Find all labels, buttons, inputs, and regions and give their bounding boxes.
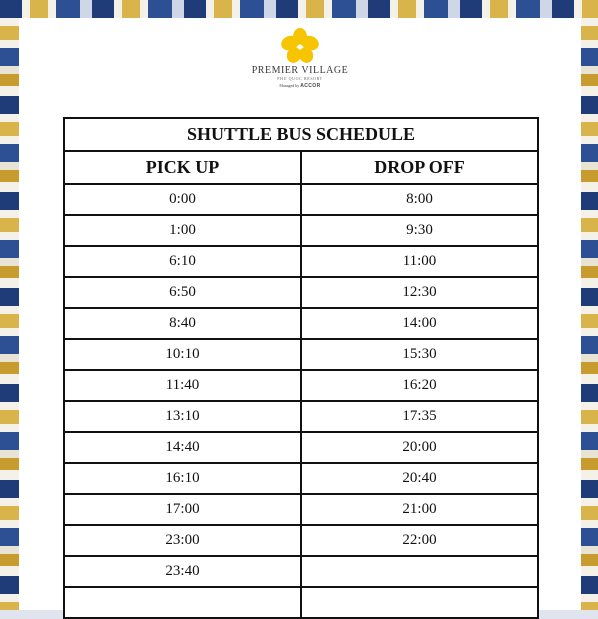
decorative-border-top — [0, 0, 598, 18]
table-row — [64, 308, 538, 339]
dropoff-time-cell — [301, 587, 538, 618]
pickup-time-cell: 1:00 — [64, 215, 301, 246]
table-row — [64, 401, 538, 432]
table-row — [64, 277, 538, 308]
column-header-dropoff: DROP OFF — [301, 151, 538, 184]
table-row — [64, 184, 538, 215]
dropoff-time-cell: 17:35 — [301, 401, 538, 432]
dropoff-time-cell: 14:00 — [301, 308, 538, 339]
table-row — [64, 556, 538, 587]
pickup-time-cell: 17:00 — [64, 494, 301, 525]
dropoff-time-cell: 16:20 — [301, 370, 538, 401]
table-header-row — [64, 151, 538, 184]
document-page — [19, 18, 581, 610]
table-title-row — [64, 118, 538, 151]
table-row — [64, 215, 538, 246]
resort-logo — [19, 28, 581, 90]
pickup-time-cell: 11:40 — [64, 370, 301, 401]
pickup-time-cell — [64, 587, 301, 618]
dropoff-time-cell: 9:30 — [301, 215, 538, 246]
column-header-pickup: PICK UP — [64, 151, 301, 184]
pickup-time-cell: 6:50 — [64, 277, 301, 308]
managed-by-label: Managed by — [279, 83, 300, 88]
table-row — [64, 587, 538, 618]
brand-managed-by — [19, 82, 581, 90]
table-row — [64, 339, 538, 370]
table-row — [64, 432, 538, 463]
pickup-time-cell: 10:10 — [64, 339, 301, 370]
flower-logo-icon — [280, 28, 320, 64]
dropoff-time-cell: 11:00 — [301, 246, 538, 277]
pickup-time-cell: 23:00 — [64, 525, 301, 556]
table-row — [64, 525, 538, 556]
pickup-time-cell: 16:10 — [64, 463, 301, 494]
pickup-time-cell: 8:40 — [64, 308, 301, 339]
shuttle-schedule-table — [63, 117, 539, 619]
operator-name: ACCOR — [300, 83, 321, 89]
pickup-time-cell: 13:10 — [64, 401, 301, 432]
dropoff-time-cell: 12:30 — [301, 277, 538, 308]
table-row — [64, 463, 538, 494]
brand-location: PHU QUOC RESORT — [277, 76, 323, 81]
dropoff-time-cell: 21:00 — [301, 494, 538, 525]
table-row — [64, 494, 538, 525]
pickup-time-cell: 14:40 — [64, 432, 301, 463]
brand-name: PREMIER VILLAGE — [251, 65, 349, 76]
table-row — [64, 246, 538, 277]
pickup-time-cell: 0:00 — [64, 184, 301, 215]
table-row — [64, 370, 538, 401]
dropoff-time-cell: 22:00 — [301, 525, 538, 556]
pickup-time-cell: 6:10 — [64, 246, 301, 277]
dropoff-time-cell: 8:00 — [301, 184, 538, 215]
dropoff-time-cell: 20:40 — [301, 463, 538, 494]
dropoff-time-cell: 20:00 — [301, 432, 538, 463]
dropoff-time-cell — [301, 556, 538, 587]
dropoff-time-cell: 15:30 — [301, 339, 538, 370]
pickup-time-cell: 23:40 — [64, 556, 301, 587]
table-title: SHUTTLE BUS SCHEDULE — [64, 118, 538, 151]
